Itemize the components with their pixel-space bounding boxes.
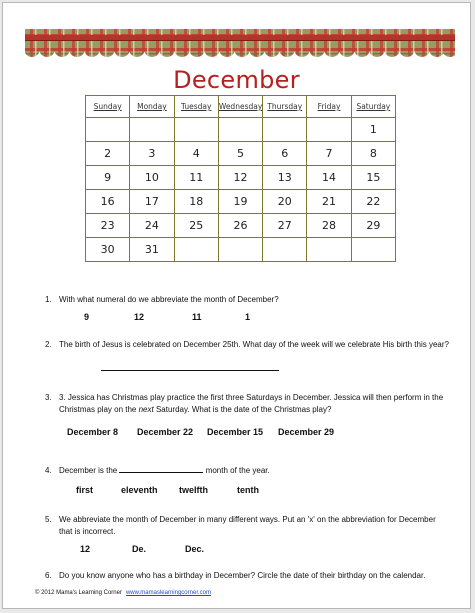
calendar-day-3[interactable]: 3 (130, 142, 174, 166)
calendar-weeks (86, 118, 396, 262)
calendar-day-29[interactable]: 29 (351, 214, 395, 238)
calendar-empty-cell (351, 238, 395, 262)
question-text: With what numeral do we abbreviate the month of December? (59, 295, 279, 304)
calendar-empty-cell (130, 118, 174, 142)
calendar-day-28[interactable]: 28 (307, 214, 351, 238)
q4-option-4[interactable]: tenth (237, 485, 259, 495)
q3-option-1[interactable]: December 8 (67, 427, 119, 437)
q2-answer-line[interactable] (101, 370, 279, 371)
q5-option-2[interactable]: De. (132, 544, 147, 554)
question-text-line-1: We abbreviate the month of December in many different ways. Put an 'x' on the abbreviation for December (59, 515, 436, 524)
calendar-empty-cell (86, 118, 130, 142)
q4-option-2[interactable]: eleventh (121, 485, 158, 495)
calendar-day-9[interactable]: 9 (86, 166, 130, 190)
calendar-day-23[interactable]: 23 (86, 214, 130, 238)
question-text: Do you know anyone who has a birthday in December? Circle the date of their birthday on the calendar. (59, 571, 426, 580)
calendar-day-7[interactable]: 7 (307, 142, 351, 166)
calendar-day-11[interactable]: 11 (174, 166, 218, 190)
plaid-scallop-banner (25, 29, 455, 63)
calendar-empty-cell (307, 238, 351, 262)
calendar-week-row (86, 238, 396, 262)
calendar-day-16[interactable]: 16 (86, 190, 130, 214)
calendar-day-30[interactable]: 30 (86, 238, 130, 262)
calendar-empty-cell (174, 238, 218, 262)
question-2 (45, 339, 449, 351)
question-number: 6. (45, 571, 52, 580)
calendar-day-6[interactable]: 6 (263, 142, 307, 166)
question-number: 1. (45, 295, 52, 304)
calendar-day-10[interactable]: 10 (130, 166, 174, 190)
q1-option-4[interactable]: 1 (245, 312, 251, 322)
calendar-week-row (86, 118, 396, 142)
calendar-empty-cell (307, 118, 351, 142)
q3-option-3[interactable]: December 15 (207, 427, 264, 437)
question-text-end: month of the year. (203, 466, 270, 475)
q3-option-4[interactable]: December 29 (278, 427, 335, 437)
question-number: 3. (45, 393, 52, 402)
question-6 (45, 570, 425, 582)
calendar-day-26[interactable]: 26 (218, 214, 262, 238)
calendar-week-row (86, 214, 396, 238)
calendar-day-22[interactable]: 22 (351, 190, 395, 214)
question-text-line-1: 3. Jessica has Christmas play practice the first three Saturdays in December. Jessica will then perform in the (59, 393, 444, 402)
calendar-empty-cell (263, 238, 307, 262)
q1-option-3[interactable]: 11 (192, 312, 202, 322)
calendar-day-20[interactable]: 20 (263, 190, 307, 214)
calendar-day-31[interactable]: 31 (130, 238, 174, 262)
month-title: December (173, 66, 300, 94)
q5-option-3[interactable]: Dec. (185, 544, 205, 554)
weekday-friday: Friday (307, 96, 351, 118)
calendar-day-13[interactable]: 13 (263, 166, 307, 190)
weekday-monday: Monday (130, 96, 174, 118)
question-text: The birth of Jesus is celebrated on December 25th. What day of the week will we celebrate His birth this year? (59, 340, 449, 349)
calendar-empty-cell (263, 118, 307, 142)
question-1 (45, 294, 279, 306)
q4-option-3[interactable]: twelfth (179, 485, 208, 495)
question-5 (45, 514, 436, 538)
calendar-week-row (86, 166, 396, 190)
weekday-tuesday: Tuesday (174, 96, 218, 118)
calendar-day-14[interactable]: 14 (307, 166, 351, 190)
weekday-header-row (86, 96, 396, 118)
weekday-thursday: Thursday (263, 96, 307, 118)
calendar-empty-cell (218, 118, 262, 142)
calendar-day-1[interactable]: 1 (351, 118, 395, 142)
question-text-line-2: Christmas play on the (59, 405, 139, 414)
calendar-day-8[interactable]: 8 (351, 142, 395, 166)
website-link[interactable]: www.mamaslearningcorner.com (125, 590, 211, 596)
weekday-sunday: Sunday (86, 96, 130, 118)
december-calendar (85, 95, 396, 262)
calendar-day-4[interactable]: 4 (174, 142, 218, 166)
question-text-line-2-end: Saturday. What is the date of the Christmas play? (153, 405, 332, 414)
question-number: 2. (45, 340, 52, 349)
question-4 (45, 464, 270, 477)
calendar-day-19[interactable]: 19 (218, 190, 262, 214)
calendar-day-24[interactable]: 24 (130, 214, 174, 238)
calendar-day-5[interactable]: 5 (218, 142, 262, 166)
copyright-text: © 2012 Mama's Learning Corner (35, 590, 122, 596)
q4-option-1[interactable]: first (76, 485, 94, 495)
footer (35, 590, 211, 596)
calendar-empty-cell (218, 238, 262, 262)
calendar-day-2[interactable]: 2 (86, 142, 130, 166)
calendar-day-21[interactable]: 21 (307, 190, 351, 214)
calendar-day-12[interactable]: 12 (218, 166, 262, 190)
calendar-day-17[interactable]: 17 (130, 190, 174, 214)
calendar-week-row (86, 190, 396, 214)
calendar-day-27[interactable]: 27 (263, 214, 307, 238)
calendar-day-15[interactable]: 15 (351, 166, 395, 190)
question-3 (45, 392, 443, 416)
question-number: 5. (45, 515, 52, 524)
q1-option-1[interactable]: 9 (84, 312, 90, 322)
calendar-day-25[interactable]: 25 (174, 214, 218, 238)
calendar-day-18[interactable]: 18 (174, 190, 218, 214)
question-number: 4. (45, 466, 52, 475)
question-text-line-2: that is incorrect. (59, 527, 116, 536)
weekday-wednesday: Wednesday (218, 96, 262, 118)
emphasis-next: next (138, 405, 154, 414)
q1-option-2[interactable]: 12 (134, 312, 145, 322)
calendar-week-row (86, 142, 396, 166)
weekday-saturday: Saturday (351, 96, 395, 118)
q3-option-2[interactable]: December 22 (137, 427, 194, 437)
question-text: December is the (59, 466, 120, 475)
q5-option-1[interactable]: 12 (80, 544, 91, 554)
calendar-empty-cell (174, 118, 218, 142)
q4-fill-blank[interactable] (119, 464, 203, 473)
worksheet-page (2, 2, 471, 609)
